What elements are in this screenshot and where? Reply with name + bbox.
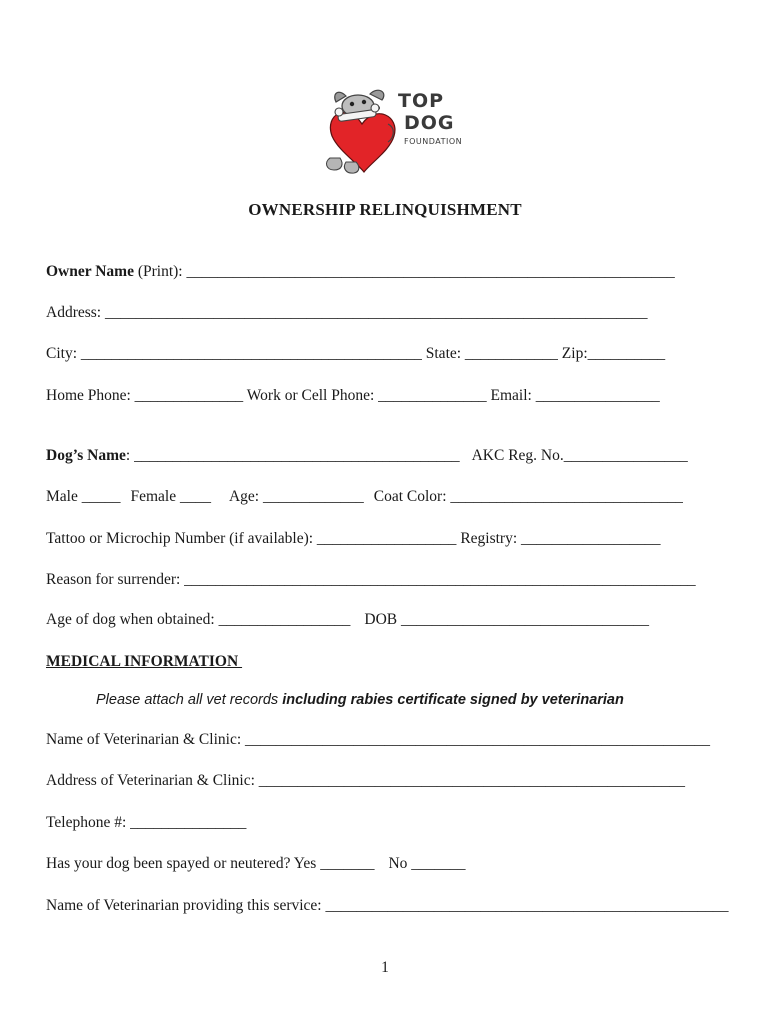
tattoo-microchip-field[interactable]: Tattoo or Microchip Number (if available): __________________ <box>46 530 457 547</box>
spayed-no-field[interactable]: No _______ <box>388 855 466 872</box>
veterinarian-clinic-name-field[interactable]: Name of Veterinarian & Clinic: ____________________________________________________________ <box>46 731 711 748</box>
logo-word-dog: DOG <box>404 112 455 134</box>
owner-name-line[interactable]: (Print): _______________________________________________________________ <box>133 263 675 280</box>
tattoo-registry-row <box>46 530 661 548</box>
veterinarian-clinic-address-field[interactable]: Address of Veterinarian & Clinic: _______________________________________________________ <box>46 772 686 789</box>
spayed-neutered-row <box>46 855 466 873</box>
phone-email-row <box>46 387 660 405</box>
registry-field[interactable]: Registry: __________________ <box>460 530 661 547</box>
owner-name-label: Owner Name <box>46 263 134 280</box>
logo-word-top: TOP <box>398 90 445 112</box>
email-field[interactable]: Email: ________________ <box>490 387 660 404</box>
age-dob-row <box>46 611 649 629</box>
akc-reg-field[interactable]: AKC Reg. No.________________ <box>471 447 688 464</box>
city-state-zip-field[interactable]: City: ____________________________________________ State: ____________ Zip:__________ <box>46 345 666 362</box>
age-obtained-field[interactable]: Age of dog when obtained: _________________ <box>46 611 351 628</box>
telephone-field[interactable]: Telephone #: _______________ <box>46 814 247 831</box>
address-field[interactable]: Address: ______________________________________________________________________ <box>46 304 648 321</box>
coat-color-field[interactable]: Coat Color: ______________________________ <box>373 488 683 505</box>
male-field[interactable]: Male _____ <box>46 488 121 505</box>
service-veterinarian-field[interactable]: Name of Veterinarian providing this service: ____________________________________________________ <box>46 897 729 914</box>
dog-name-row <box>46 447 688 465</box>
logo-word-foundation: FOUNDATION <box>404 137 463 146</box>
work-cell-phone-field[interactable]: Work or Cell Phone: ______________ <box>246 387 487 404</box>
owner-name-field[interactable] <box>46 263 675 281</box>
page-number: 1 <box>381 959 389 976</box>
dog-name-line[interactable]: : __________________________________________ <box>125 447 460 464</box>
vet-records-note <box>96 692 624 708</box>
dog-name-label: Dog’s Name <box>46 447 126 464</box>
dob-field[interactable]: DOB ________________________________ <box>364 611 649 628</box>
document-title: OWNERSHIP RELINQUISHMENT <box>248 200 522 219</box>
female-field[interactable]: Female ____ <box>130 488 211 505</box>
home-phone-field[interactable]: Home Phone: ______________ <box>46 387 244 404</box>
medical-information-heading: MEDICAL INFORMATION <box>46 653 243 670</box>
note-start: Please attach all vet records <box>96 692 283 708</box>
note-bold: including rabies certificate signed by veterinarian <box>282 692 624 708</box>
spayed-yes-field[interactable]: Has your dog been spayed or neutered? Yes _______ <box>46 855 375 872</box>
age-field[interactable]: Age: _____________ <box>228 488 364 505</box>
dog-details-row <box>46 488 683 506</box>
reason-for-surrender-field[interactable]: Reason for surrender: __________________________________________________________________ <box>46 571 696 588</box>
